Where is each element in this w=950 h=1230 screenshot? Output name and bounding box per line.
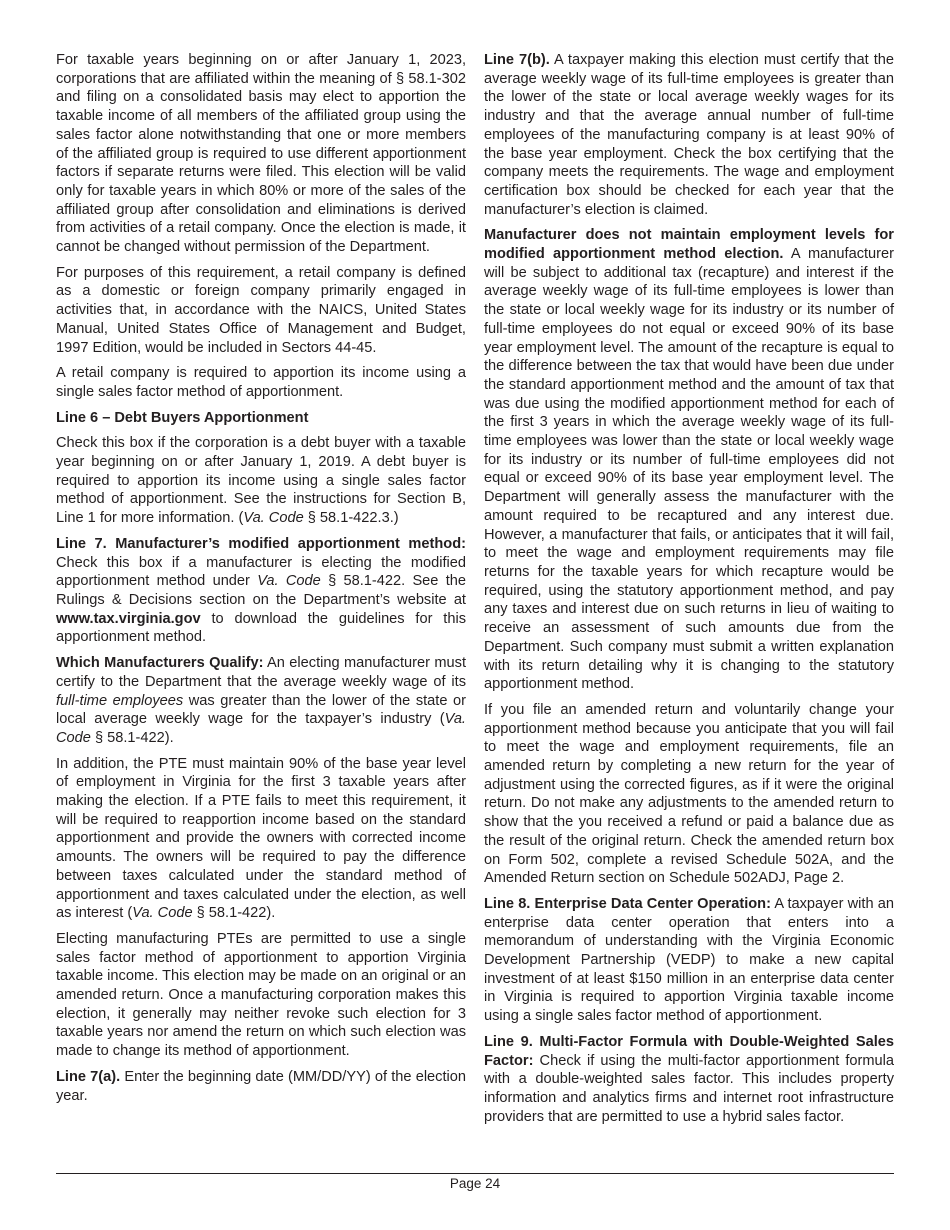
qualify-heading: Which Manufacturers Qualify: [56, 655, 264, 672]
line7a-heading: Line 7(a). [56, 1068, 121, 1085]
line6-heading: Line 6 – Debt Buyers Apportionment [56, 409, 309, 426]
line7a-paragraph: Line 7(a). Enter the beginning date (MM/DD/YY) of the election year. [56, 1068, 467, 1104]
affiliated-group-paragraph: For taxable years beginning on or after January 1, 2023, corporations that are affiliated within the meaning of § 58.1-302 and filing on a consolidated basis may elect to apportion the taxable income of all members of the affiliated group using the sales factor alone notwithstanding that one or more members of the affiliated group is required to use different apportionment factors if separate returns were filed. This election will be valid only for taxable years in which 80% or more of the sales of the affiliated group after consolidation and eliminations is derived from activities of a retail company. Once the election is made, it cannot be changed without permission of the Department. [56, 52, 466, 256]
line7b-paragraph: Line 7(b). A taxpayer making this election must certify that the average weekly wage of its full-time employees is greater than the lower of the state or local average weekly wages for its industry and that the average annual number of full-time employees of the manufacturing company is at least 90% of the base year employment. Check the box certifying that the company meets the requirements. The wage and employment certification box should be checked for each year that the manufacturer’s election is claimed. [484, 52, 894, 218]
line7b-heading: Line 7(b). [484, 52, 550, 68]
line7-paragraph: Line 7. Manufacturer’s modified apportionment method: Check this box if a manufacturer is electing the modified apportionment method under Va. Code § 58.1-422. See the Rulings & Decisions section on the Department’s website at www.tax.virginia.gov to download the guidelines for this apportionment method. [56, 535, 466, 646]
footer-divider [56, 1173, 894, 1174]
amended-return-paragraph: If you file an amended return and voluntarily change your apportionment method because you anticipate that you will fail to meet the wage and employment requirements, file an amended return by completing a new return for the year of adjustment using the corrected figures, as if it were the original return. Do not make any adjustments to the amended return to show that the you received a refund or paid a balance due as the result of the original return. Check the amended return box on Form 502, complete a revised Schedule 502A, and the Amended Return section on Schedule 502ADJ, Page 2. [484, 701, 894, 887]
electing-ptes-paragraph: Electing manufacturing PTEs are permitted to use a single sales factor method of apportionment to apportion Virginia taxable income. This election may be made on an original or an amended return. Once a manufacturing corporation makes this election, it generally may neither revoke such election for 3 taxable years nor amend the return on which such election was made to change its method of apportionment. [56, 930, 466, 1060]
pte-employment-paragraph: In addition, the PTE must maintain 90% of the base year level of employment in Virginia for the first 3 taxable years after making the election. If a PTE fails to meet this requirement, it will be required to reapportion income based on the standard apportionment and provide the owners with corrected income amounts. The owners will be required to pay the difference between taxes calculated under the standard method of apportionment and taxes calculated under the election, as well as interest (Va. Code § 58.1-422). [56, 755, 466, 922]
line7-heading: Line 7. Manufacturer’s modified apportionment method: [56, 535, 466, 552]
line9-heading: Line 9. Multi-Factor Formula with Double-Weighted Sales Factor: [484, 1033, 894, 1069]
recapture-paragraph: Manufacturer does not maintain employment levels for modified apportionment method election. A manufacturer will be subject to additional tax (recapture) and interest if the average weekly wage of its full-time employees is lower than the state or local weekly wage for its industry or its number of full-time employees do not equal or exceed 90% of its base year employment level. The amount of the recapture is equal to the difference between the tax that would have been due under the standard apportionment method and the amount of tax that was due using the modified apportionment method for each of the first 3 years in which the average weekly wage of its full-time employees was lower than the state or local weekly wage for its industry or its number of full-time employees did not equal or exceed 90% of its base year employment level. The Department will generally assess the manufacturer with the amount required to be recaptured and any interest due. However, a manufacturer that fails, or anticipates that it will fail, to meet the wage and employment requirements may file returns for the taxable years for which recapture would be required, using the statutory apportionment method, and pay any taxes and interest due on such returns in lieu of waiting to receive an assessment of such amounts due from the Department. Such company must submit a written explanation with its return detailing why it is changing to the statutory apportionment method. [484, 227, 895, 693]
left-column [56, 51, 466, 1112]
retail-company-apportion-paragraph: A retail company is required to apportion its income using a single sales factor method of apportionment. [56, 365, 466, 400]
retail-company-definition-paragraph: For purposes of this requirement, a retail company is defined as a domestic or foreign company primarily engaged in activities that, in accordance with the NAICS, United States Manual, United States Office of Management and Budget, 1997 Edition, would be included in Sectors 44-45. [56, 264, 466, 356]
line6-paragraph: Check this box if the corporation is a debt buyer with a taxable year beginning on or after January 1, 2019. A debt buyer is required to apportion its income using a single sales factor method of apportionment. See the instructions for Section B, Line 1 for more information. (Va. Code § 58.1-422.3.) [56, 435, 466, 527]
line8-paragraph: Line 8. Enterprise Data Center Operation: A taxpayer with an enterprise data center operation that enters into a memorandum of understanding with the Virginia Economic Development Partnership (VEDP) to make a new capital investment of at least $150 million in an enterprise data center in Virginia is required to apportion Virginia taxable income using a single sales factor method of apportionment. [484, 895, 894, 1025]
tax-website-link[interactable]: www.tax.virginia.gov [56, 610, 201, 627]
recapture-heading: Manufacturer does not maintain employment levels for modified apportionment method election. [484, 227, 894, 263]
line9-paragraph: Line 9. Multi-Factor Formula with Double-Weighted Sales Factor: Check if using the multi-factor apportionment formula with a double-weighted sales factor. This includes property information and analytics firms and internet root infrastructure providers that are permitted to use a hybrid sales factor. [484, 1033, 894, 1125]
page-number: Page 24 [449, 1176, 501, 1191]
right-column [484, 51, 894, 1133]
qualify-paragraph: Which Manufacturers Qualify: An electing manufacturer must certify to the Department that the average weekly wage of its full-time employees was greater than the lower of the state or local average weekly wage for the taxpayer’s industry (Va. Code § 58.1-422). [56, 655, 467, 746]
line8-heading: Line 8. Enterprise Data Center Operation: [484, 895, 771, 912]
